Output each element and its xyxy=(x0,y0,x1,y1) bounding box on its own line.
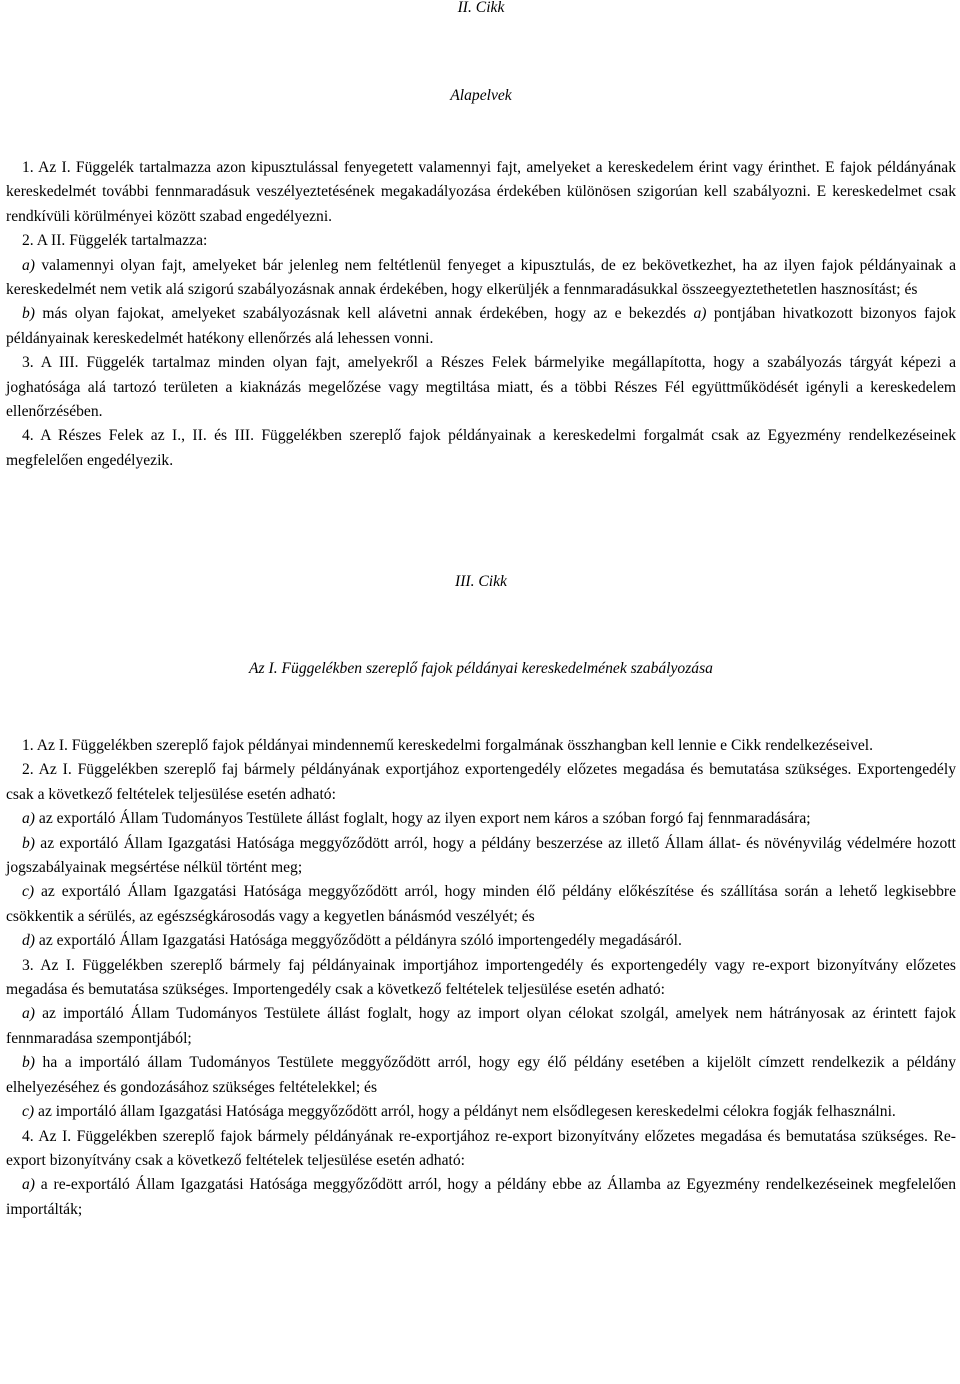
item-label: b) xyxy=(22,1054,35,1072)
item-label: b) xyxy=(22,305,35,323)
item-text: az exportáló Állam Igazgatási Hatósága meggyőződött arról, hogy a példány beszerzése az illető Állam állat- és növényvilág védelmére hozott jogszabályainak megsértése nélkül történt meg; xyxy=(6,834,956,877)
article-2-paragraph-2b xyxy=(6,302,956,351)
article-2-heading: II. Cikk xyxy=(457,0,505,16)
article-2-paragraph-3: 3. A III. Függelék tartalmaz minden olyan fajt, amelyekről a Részes Felek bármelyike megállapította, hogy a szabályozás tárgyát képezi a joghatósága alá tartozó területen a kiaknázás megelőzése vagy megtiltása miatt, és a többi Részes Fél együttműködését igényli a kereskedelem ellenőrzésében. xyxy=(6,354,956,421)
item-text: ha a importáló állam Tudományos Testülete meggyőződött arról, hogy egy élő példány esetében a kijelölt címzett rendelkezik a példány elhelyezéséhez és gondozásához szükséges feltételekkel; és xyxy=(6,1054,956,1096)
item-reference: a) xyxy=(693,305,707,323)
article-3-paragraph-2a xyxy=(6,807,956,831)
article-3-paragraph-2b xyxy=(6,832,956,881)
item-label: a) xyxy=(22,1005,35,1023)
item-text: a re-exportáló Állam Igazgatási Hatósága meggyőződött arról, hogy a példány ebbe az Államba az Egyezmény rendelkezéseinek megfelelően importálták; xyxy=(6,1176,956,1218)
article-3-paragraph-4a xyxy=(6,1173,956,1222)
article-3-paragraph-3b xyxy=(6,1051,956,1100)
article-3-paragraph-1: 1. Az I. Függelékben szereplő fajok példányai mindennemű kereskedelmi forgalmának összhangban kell lennie e Cikk rendelkezéseivel. xyxy=(22,737,874,754)
article-3-paragraph-2: 2. Az I. Függelékben szereplő faj bármely példányának exportjához exportengedély előzetes megadása és bemutatása szükséges. Exportengedély csak a következő feltételek teljesülése esetén adható: xyxy=(6,761,956,803)
article-3-paragraph-3: 3. Az I. Függelékben szereplő bármely faj példányainak importjához importengedély és exportengedély vagy re-export bizonyítvány előzetes megadása és bemutatása szükséges. Importengedély csak a következő feltételek teljesülése esetén adható: xyxy=(6,956,956,999)
item-label: a) xyxy=(22,810,35,828)
article-3-heading: III. Cikk xyxy=(455,573,507,590)
article-3-paragraph-3a xyxy=(6,1002,956,1051)
article-3-paragraph-3c xyxy=(6,1100,956,1124)
item-text: az exportáló Állam Igazgatási Hatósága meggyőződött a példányra szóló importengedély megadásáról. xyxy=(35,932,682,950)
article-3-paragraph-2d xyxy=(6,929,956,953)
item-text: az exportáló Állam Tudományos Testülete állást foglalt, hogy az ilyen export nem káros a szóban forgó faj fennmaradására; xyxy=(35,810,811,828)
item-label: d) xyxy=(22,932,35,950)
article-2-body xyxy=(6,156,956,473)
item-label: c) xyxy=(22,1103,35,1121)
article-2-paragraph-1: 1. Az I. Függelék tartalmazza azon kipusztulással fenyegetett valamennyi fajt, amelyeket a kereskedelem érint vagy érinthet. E fajok példányának kereskedelmét további fennmaradásuk veszélyeztetésének megakadályozása érdekében különösen szigorúan kell szabályozni. E kereskedelmet csak rendkívüli körülményei között szabad engedélyezni. xyxy=(6,159,956,225)
item-text: pontjában hivatkozott bizonyos fajok példányainak kereskedelmét hatékony ellenőrzés alá lehessen vonni. xyxy=(6,305,956,347)
item-text: valamennyi olyan fajt, amelyeket bár jelenleg nem feltétlenül fenyeget a kipusztulás, de ez bekövetkezhet, ha az ilyen fajok példányainak a kereskedelmét nem vetik alá szigorú szabályozásnak annak érdekében, hogy elkerüljék a fennmaradásukkal összeegyeztethetetlen hasznosítást; és xyxy=(6,256,956,299)
article-2-subheading: Alapelvek xyxy=(450,87,512,104)
article-3-subheading: Az I. Függelékben szereplő fajok példányai kereskedelmének szabályozása xyxy=(249,660,713,677)
article-2-paragraph-4: 4. A Részes Felek az I., II. és III. Függelékben szereplő fajok példányainak a kereskedelmi forgalmát csak az Egyezmény rendelkezéseinek megfelelően engedélyezik. xyxy=(6,427,956,469)
item-text: más olyan fajokat, amelyeket szabályozásnak kell alávetni annak érdekében, hogy az e bekezdés xyxy=(35,305,694,323)
item-label: a) xyxy=(22,1176,35,1194)
item-label: b) xyxy=(22,834,35,852)
item-text: az exportáló Állam Igazgatási Hatósága meggyőződött arról, hogy minden élő példány előkészítése és szállítása során a lehető legkisebbre csökkentik a sérülés, az egészségkárosodás vagy a kegyetlen bánásmód veszélyét; és xyxy=(6,883,956,925)
item-label: a) xyxy=(22,256,35,274)
article-3-paragraph-4: 4. Az I. Függelékben szereplő fajok bármely példányának re-exportjához re-export bizonyítvány előzetes megadása és bemutatása szükséges. Re-export bizonyítvány csak a következő feltételek teljesülése esetén adható: xyxy=(6,1127,956,1169)
article-3-body xyxy=(6,734,956,1222)
article-3-paragraph-2c xyxy=(6,880,956,929)
item-label: c) xyxy=(22,883,35,901)
article-2-paragraph-2: 2. A II. Függelék tartalmazza: xyxy=(22,232,208,250)
item-text: az importáló állam Igazgatási Hatósága meggyőződött arról, hogy a példányt nem elsődlegesen kereskedelmi célokra fogják felhasználni. xyxy=(34,1103,896,1121)
article-2-paragraph-2a xyxy=(6,254,956,303)
item-text: az importáló Állam Tudományos Testülete állást foglalt, hogy az import olyan célokat szolgál, amelyek nem hátrányosak az érintett fajok fennmaradása szempontjából; xyxy=(6,1005,956,1047)
